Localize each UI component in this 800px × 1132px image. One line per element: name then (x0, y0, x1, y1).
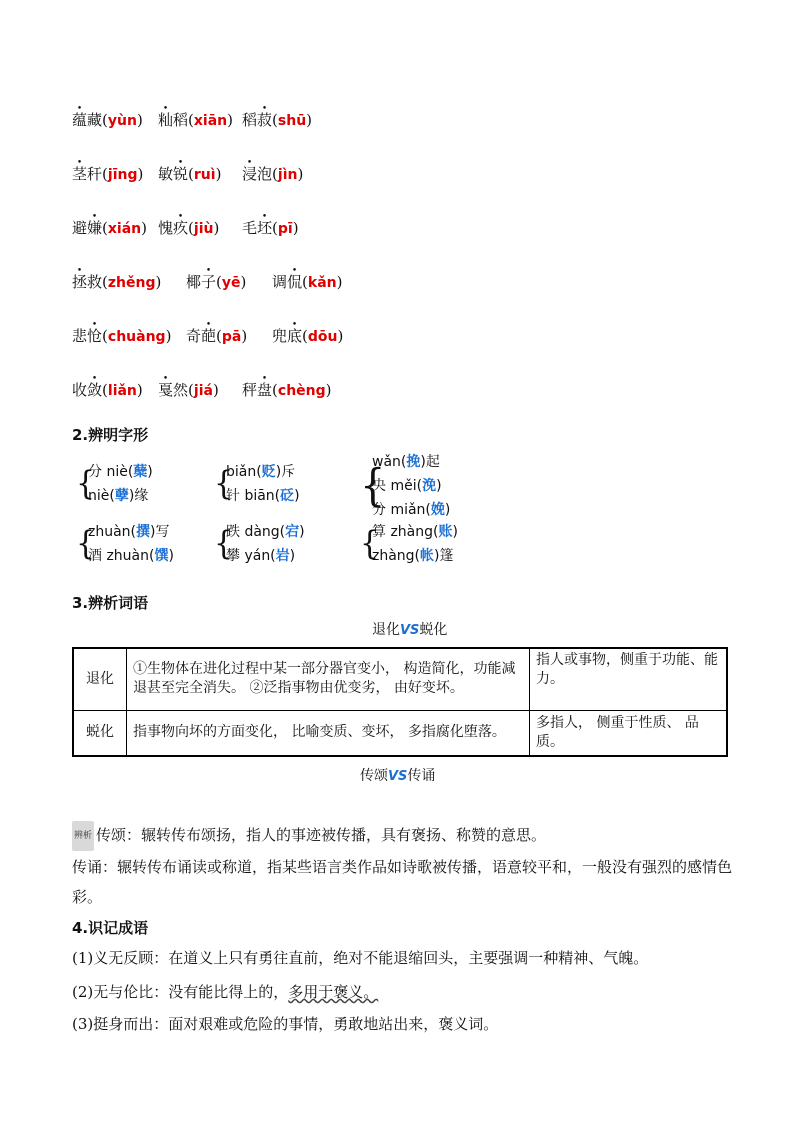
paren: ( (102, 219, 108, 237)
table-term: 蜕化 (73, 710, 127, 756)
line-text: )写 (150, 524, 170, 540)
paren: ) (336, 273, 343, 291)
pinyin-answer: yùn (107, 113, 137, 129)
paren: ( (102, 327, 108, 345)
pinyin-word (186, 326, 247, 347)
dotted-char: 菽 (257, 111, 273, 129)
dotted-char: 籼 (158, 111, 174, 129)
pinyin-word (242, 218, 299, 239)
analysis-text-1: 传颂：辗转传布颂扬，指人的事迹被传播，具有褒扬、称赞的意思。 (96, 826, 547, 844)
idiom-text: (2)无与伦比：没有能比得上的， (72, 983, 289, 1001)
line-text: 央 měi( (372, 478, 423, 494)
word-char: 敏 (158, 165, 174, 183)
dotted-char: 侃 (287, 273, 303, 291)
paren: ( (188, 381, 194, 399)
line-text: ) (436, 478, 442, 494)
brace-line (372, 544, 458, 568)
comparison-table (72, 647, 728, 757)
paren: ( (102, 165, 108, 183)
dotted-char: 蕴 (72, 111, 88, 129)
vs-icon: VS (400, 623, 420, 638)
paren: ( (102, 111, 108, 129)
line-text: )起 (420, 454, 440, 470)
brace-line (88, 544, 174, 568)
paren: ( (188, 219, 194, 237)
word-char: 稻 (242, 111, 258, 129)
paren: ( (272, 111, 278, 129)
pinyin-answer: jīng (107, 167, 138, 183)
brace-line (88, 484, 153, 508)
word-char: 秆 (87, 165, 103, 183)
pinyin-word (72, 326, 171, 347)
brace-lines (372, 520, 458, 568)
answer-char: 帐 (420, 548, 435, 564)
dotted-char: 疚 (173, 219, 189, 237)
answer-char: 岩 (275, 548, 290, 564)
brace-icon: { (76, 524, 96, 563)
paren: ) (215, 165, 222, 183)
idiom-emphasis: 多用于褒义。 (288, 983, 379, 1001)
analysis-tag-icon: 辨析 (72, 821, 94, 851)
pinyin-word (72, 380, 143, 401)
line-text: 跌 dàng( (226, 524, 286, 540)
line-text: 分 niè( (88, 464, 134, 480)
brace-line (226, 544, 305, 568)
caption-word-left: 退化 (372, 622, 400, 638)
pinyin-word (158, 380, 219, 401)
line-text: ) (168, 548, 174, 564)
brace-line (372, 474, 450, 498)
pinyin-word (242, 380, 332, 401)
paren: ( (188, 165, 194, 183)
comparison-caption-2 (360, 765, 435, 785)
line-text: ) (147, 464, 153, 480)
brace-line (226, 520, 305, 544)
word-char: 调 (272, 273, 288, 291)
paren: ( (102, 381, 108, 399)
caption-word-right: 传诵 (407, 768, 436, 784)
brace-lines (226, 520, 305, 568)
line-text: )篷 (434, 548, 454, 564)
analysis-paragraph-1 (72, 820, 732, 851)
line-text: ) (444, 502, 451, 518)
word-char: 毛 (242, 219, 258, 237)
idiom-item: (1)义无反顾：在道义上只有勇往直前，绝对不能退缩回头，主要强调一种精神、气魄。 (72, 949, 649, 967)
line-text: zhàng( (372, 548, 421, 564)
dotted-char: 葩 (201, 327, 217, 345)
brace-icon: { (76, 464, 96, 503)
word-char: 椰 (186, 273, 202, 291)
pinyin-answer: chèng (277, 383, 326, 399)
brace-line (372, 498, 450, 522)
pinyin-word (272, 326, 343, 347)
paren: ( (102, 273, 108, 291)
paren: ) (292, 219, 299, 237)
pinyin-word (242, 164, 303, 185)
paren: ( (216, 327, 222, 345)
answer-char: 挽 (406, 454, 421, 470)
dotted-char: 锐 (173, 165, 189, 183)
brace-lines (226, 460, 300, 508)
pinyin-answer: dōu (307, 329, 338, 345)
dotted-char: 浸 (242, 165, 258, 183)
line-text: ) (299, 524, 305, 540)
paren: ) (227, 111, 233, 129)
dotted-char: 底 (287, 327, 303, 345)
section-2-title: 2.辨明字形 (72, 426, 149, 444)
dotted-char: 怆 (87, 327, 103, 345)
line-text: niè( (88, 488, 115, 504)
paren: ) (155, 273, 162, 291)
caption-word-right: 蜕化 (419, 622, 448, 638)
line-text: ) (452, 524, 458, 540)
paren: ( (216, 273, 222, 291)
word-char: 救 (87, 273, 103, 291)
line-text: 酒 zhuàn( (88, 548, 155, 564)
pinyin-answer: shū (277, 113, 307, 129)
pinyin-answer: ruì (193, 167, 216, 183)
line-text: biǎn( (226, 464, 262, 480)
pinyin-answer: chuàng (107, 329, 166, 345)
paren: ) (165, 327, 172, 345)
pinyin-answer: liǎn (107, 383, 137, 399)
table-note: 多指人， 侧重于性质、 品质。 (530, 710, 728, 756)
word-char: 藏 (87, 111, 103, 129)
pinyin-answer: xián (107, 221, 142, 237)
idiom-item: (3)挺身而出：面对艰难或危险的事情，勇敢地站出来，褒义词。 (72, 1015, 499, 1033)
word-char: 悲 (72, 327, 88, 345)
pinyin-word (72, 272, 161, 293)
brace-group (360, 520, 490, 568)
answer-char: 孽 (114, 488, 129, 504)
pinyin-answer: yē (221, 275, 241, 291)
dotted-char: 盘 (257, 381, 273, 399)
answer-char: 浼 (422, 478, 437, 494)
paren: ) (136, 381, 143, 399)
pinyin-word (272, 272, 342, 293)
pinyin-word (242, 110, 312, 131)
word-char: 秤 (242, 381, 258, 399)
paren: ( (272, 165, 278, 183)
line-text: ) (289, 548, 296, 564)
brace-group (360, 450, 490, 522)
word-char: 避 (72, 219, 88, 237)
comparison-caption-1 (372, 619, 447, 639)
idiom-item (72, 977, 378, 1007)
line-text: 算 zhàng( (372, 524, 439, 540)
answer-char: 砭 (280, 488, 295, 504)
brace-group (76, 520, 206, 568)
brace-lines (372, 450, 450, 522)
paren: ) (137, 165, 144, 183)
answer-char: 撰 (136, 524, 151, 540)
paren: ) (212, 381, 219, 399)
dotted-char: 戛 (158, 381, 174, 399)
paren: ( (188, 111, 194, 129)
line-text: )缘 (128, 488, 149, 504)
brace-group (214, 520, 344, 568)
answer-char: 娩 (430, 502, 445, 518)
section-4-title: 4.识记成语 (72, 919, 149, 937)
pinyin-answer: jiù (193, 221, 214, 237)
brace-group (214, 460, 344, 508)
table-term: 退化 (73, 648, 127, 710)
pinyin-answer: jìn (277, 167, 298, 183)
dotted-char: 坯 (257, 219, 273, 237)
word-char: 稻 (173, 111, 189, 129)
section-3-title: 3.辨析词语 (72, 594, 149, 612)
brace-group (76, 460, 206, 508)
word-char: 收 (72, 381, 88, 399)
dotted-char: 嫌 (87, 219, 103, 237)
analysis-paragraph-2: 传诵：辗转传布诵读或称道，指某些语言类作品如诗歌被传播，语意较平和，一般没有强烈的感情色彩。 (72, 858, 733, 906)
brace-icon: { (214, 524, 234, 563)
paren: ) (325, 381, 332, 399)
brace-icon: { (360, 524, 380, 563)
table-row (73, 648, 727, 710)
table-row (73, 710, 727, 756)
paren: ( (272, 219, 278, 237)
paren: ( (272, 381, 278, 399)
dotted-char: 子 (201, 273, 217, 291)
line-text: )斥 (275, 464, 296, 480)
brace-line (372, 450, 450, 474)
pinyin-answer: pī (277, 221, 293, 237)
answer-char: 贬 (261, 464, 276, 480)
paren: ) (141, 219, 147, 237)
paren: ) (136, 111, 143, 129)
word-char: 然 (173, 381, 189, 399)
table-note: 指人或事物，侧重于功能、能力。 (530, 648, 728, 710)
paren: ) (213, 219, 220, 237)
paren: ) (241, 327, 248, 345)
brace-icon: { (214, 464, 234, 503)
dotted-char: 拯 (72, 273, 88, 291)
brace-line (372, 520, 458, 544)
pinyin-answer: zhěng (107, 275, 156, 291)
word-char: 愧 (158, 219, 174, 237)
answer-char: 蘖 (133, 464, 148, 480)
table-definition: ①生物体在进化过程中某一部分器官变小， 构造简化，功能减退甚至完全消失。 ②泛指事物由优变劣， 由好变坏。 (127, 648, 530, 710)
pinyin-answer: jiá (193, 383, 213, 399)
paren: ) (306, 111, 313, 129)
paren: ( (302, 273, 308, 291)
table-definition: 指事物向坏的方面变化， 比喻变质、变坏， 多指腐化堕落。 (127, 710, 530, 756)
line-text: 分 miǎn( (372, 502, 431, 518)
answer-char: 账 (438, 524, 453, 540)
paren: ) (297, 165, 304, 183)
pinyin-word (72, 110, 143, 131)
line-text: wǎn( (372, 454, 407, 470)
paren: ) (240, 273, 247, 291)
line-text: ) (294, 488, 300, 504)
answer-char: 宕 (285, 524, 300, 540)
brace-icon: { (360, 460, 386, 512)
brace-lines (88, 520, 174, 568)
vs-icon: VS (388, 769, 408, 784)
word-char: 泡 (257, 165, 273, 183)
line-text: zhuàn( (88, 524, 137, 540)
paren: ) (337, 327, 344, 345)
pinyin-answer: pā (221, 329, 242, 345)
pinyin-answer: kǎn (307, 275, 337, 291)
brace-line (226, 484, 300, 508)
brace-line (226, 460, 300, 484)
line-text: 针 biān( (226, 488, 281, 504)
paren: ( (302, 327, 308, 345)
pinyin-word (72, 218, 147, 239)
pinyin-word (158, 164, 221, 185)
dotted-char: 敛 (87, 381, 103, 399)
brace-line (88, 520, 174, 544)
answer-char: 馔 (154, 548, 169, 564)
pinyin-word (72, 164, 143, 185)
caption-word-left: 传颂 (360, 768, 388, 784)
word-char: 奇 (186, 327, 202, 345)
brace-line (88, 460, 153, 484)
line-text: 攀 yán( (226, 548, 276, 564)
pinyin-answer: xiān (193, 113, 228, 129)
pinyin-word (158, 218, 219, 239)
pinyin-word (186, 272, 246, 293)
brace-lines (88, 460, 153, 508)
dotted-char: 茎 (72, 165, 88, 183)
word-char: 兜 (272, 327, 288, 345)
pinyin-word (158, 110, 233, 131)
